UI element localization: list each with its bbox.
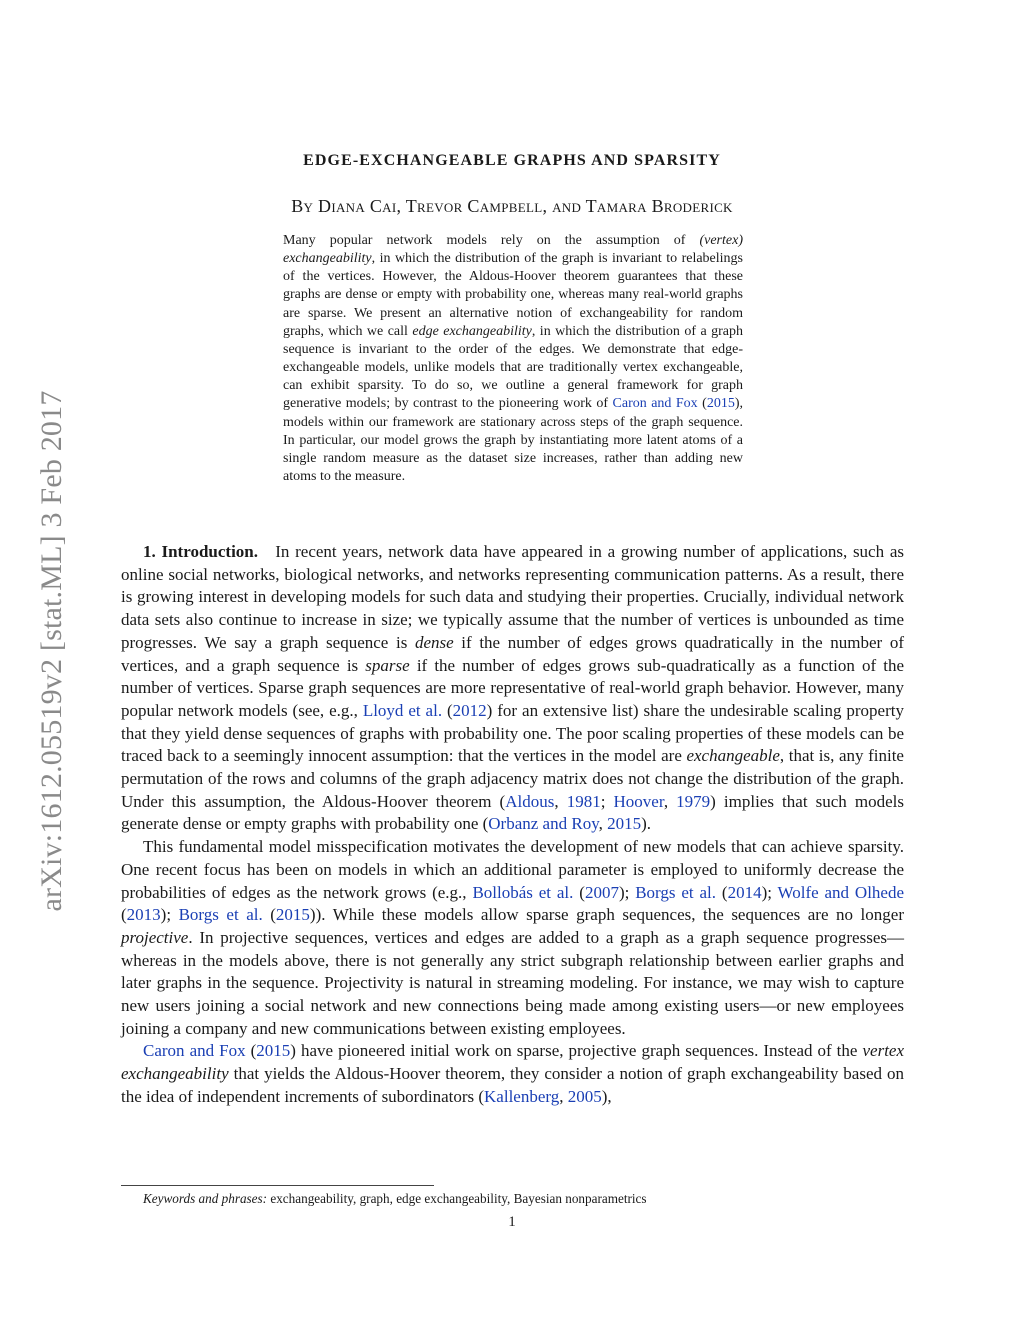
- introduction-section: [121, 541, 904, 1109]
- page-number: 1: [508, 1214, 516, 1230]
- abstract: Many popular network models rely on the assumption of (vertex) exchangeability, in which the distribution of the graph is invariant to relabelings of the vertices. However, the Aldous-Hoover theorem guarantees that these graphs are dense or empty with probability one, whereas many real-world graphs are sparse. We present an alternative notion of exchangeability for random graphs, which we call edge exchangeability, in which the distribution of a graph sequence is invariant to the order of the edges. We demonstrate that edge-exchangeable models, unlike models that are traditionally vertex exchangeable, can exhibit sparsity. To do so, we outline a general framework for graph generative models; by contrast to the pioneering work of Caron and Fox (2015), models within our framework are stationary across steps of the graph sequence. In particular, our model grows the graph by instantiating more latent atoms of a single random measure as the dataset size increases, rather than adding new atoms to the measure.: [283, 233, 743, 485]
- citation-year-link[interactable]: 2015: [256, 1041, 291, 1061]
- arxiv-identifier: arXiv:1612.05519v2 [stat.ML] 3 Feb 2017: [35, 390, 68, 912]
- citation-link[interactable]: Hoover: [613, 791, 664, 811]
- citation-year-link[interactable]: 2015: [607, 814, 642, 834]
- citation-link[interactable]: Borgs et al.: [178, 905, 263, 925]
- citation-year-link[interactable]: 2015: [275, 905, 310, 925]
- paragraph-3: Caron and Fox (2015) have pioneered initial work on sparse, projective graph sequences. Instead of the vertex exchangeability that yields the Aldous-Hoover theorem, they consider a notion of graph exchangeability based on the idea of independent increments of subordinators (Kallenberg, 2005),: [121, 1041, 905, 1106]
- citation-link[interactable]: Wolfe and Olhede: [777, 882, 905, 902]
- citation-link[interactable]: Caron and Fox: [143, 1041, 246, 1061]
- citation-link[interactable]: Kallenberg: [484, 1086, 560, 1106]
- keywords-footnote: Keywords and phrases: exchangeability, graph, edge exchangeability, Bayesian nonparametrics: [143, 1191, 647, 1206]
- paragraph-1: 1. Introduction. In recent years, network data have appeared in a growing number of applications, such as online social networks, biological networks, and networks representing communication patterns. As a result, there is growing interest in developing models for such data and studying their properties. Crucially, individual network data sets also continue to increase in size; we typically assume that the number of vertices is unbounded as time progresses. We say a graph sequence is dense if the number of edges grows quadratically in the number of vertices, and a graph sequence is sparse if the number of edges grows sub-quadratically as a function of the number of vertices. Sparse graph sequences are more representative of real-world graph behavior. However, many popular network models (see, e.g., Lloyd et al. (2012) for an extensive list) share the undesirable scaling property that they yield dense sequences of graphs with probability one. The poor scaling properties of these models can be traced back to a seemingly innocent assumption: that the vertices in the model are exchangeable, that is, any finite permutation of the rows and columns of the graph adjacency matrix does not change the distribution of the graph. Under this assumption, the Aldous-Hoover theorem (Aldous, 1981; Hoover, 1979) implies that such models generate dense or empty graphs with probability one (Orbanz and Roy, 2015).: [121, 542, 905, 834]
- citation-year-link[interactable]: 1981: [566, 791, 601, 811]
- arxiv-side-label: [33, 352, 71, 950]
- citation-year-link[interactable]: 2013: [126, 905, 161, 925]
- section-heading: 1. Introduction.: [143, 542, 258, 561]
- citation-year-link[interactable]: 2015: [706, 396, 735, 412]
- paragraph-2: This fundamental model misspecification motivates the development of new models that can achieve sparsity. One recent focus has been on models in which an additional parameter is employed to uniformly decrease the probabilities of edges as the network grows (e.g., Bollobás et al. (2007); Borgs et al. (2014); Wolfe and Olhede (2013); Borgs et al. (2015)). While these models allow sparse graph sequences, the sequences are no longer projective. In projective sequences, vertices and edges are added to a graph as a graph sequence progresses—whereas in the models above, there is not generally any strict subgraph relationship between earlier graphs and later graphs in the sequence. Projectivity is natural in streaming modeling. For instance, we may wish to capture new users joining a social network and new connections being made among existing users—or new employees joining a company and new communications between existing employees.: [121, 837, 905, 1038]
- citation-year-link[interactable]: 2005: [567, 1086, 602, 1106]
- citation-link[interactable]: Bollobás et al.: [472, 882, 574, 902]
- citation-year-link[interactable]: 2012: [452, 700, 487, 720]
- citation-link[interactable]: Lloyd et al.: [362, 700, 443, 720]
- footnote-divider: [121, 1185, 434, 1186]
- citation-year-link[interactable]: 1979: [676, 791, 711, 811]
- citation-link[interactable]: Borgs et al.: [635, 882, 717, 902]
- keywords-label: Keywords and phrases:: [143, 1191, 268, 1206]
- citation-year-link[interactable]: 2014: [727, 882, 762, 902]
- citation-link[interactable]: Orbanz and Roy: [488, 814, 599, 834]
- citation-year-link[interactable]: 2007: [584, 882, 619, 902]
- citation-link[interactable]: Aldous: [505, 791, 555, 811]
- paper-authors: By Diana Cai, Trevor Campbell, and Tamara Broderick: [291, 196, 733, 216]
- citation-link[interactable]: Caron and Fox: [612, 396, 698, 412]
- paper-title: EDGE-EXCHANGEABLE GRAPHS AND SPARSITY: [303, 152, 721, 169]
